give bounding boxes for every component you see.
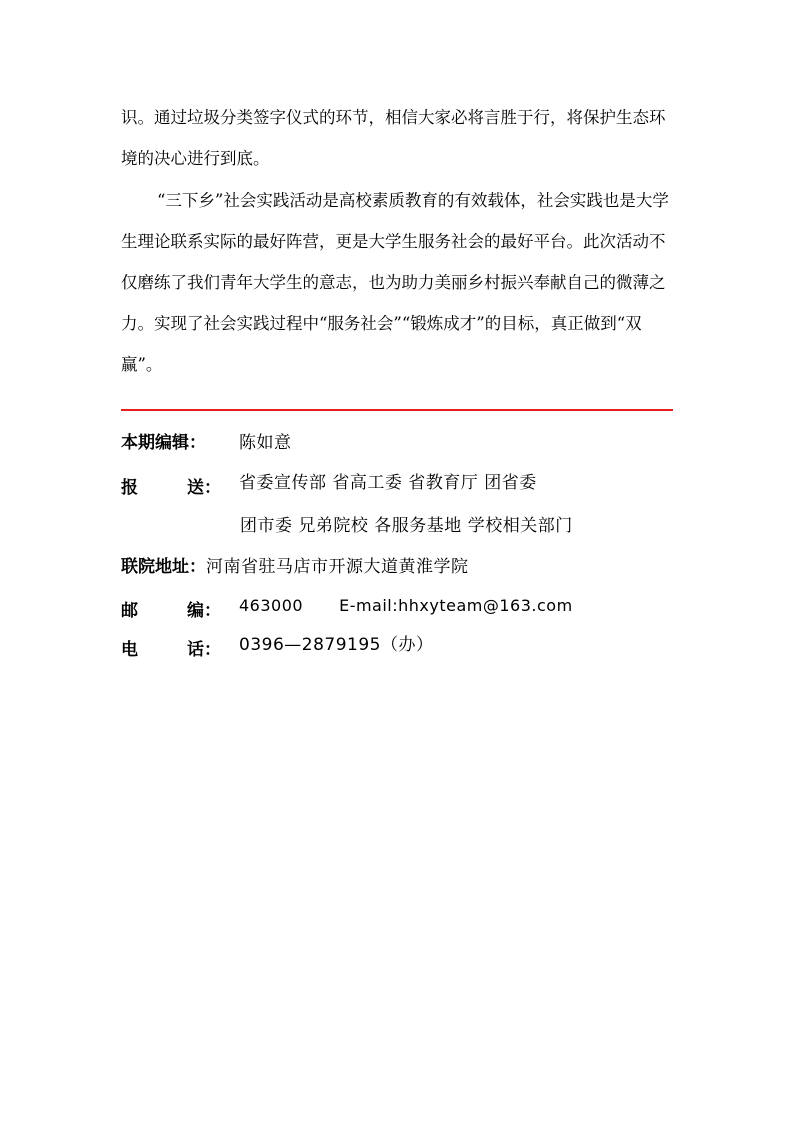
send-label-char: 送：	[187, 478, 221, 498]
body-paragraph-2-text: “三下乡”社会实践活动是高校素质教育的有效载体，社会实践也是大学生理论联系实际的最好阵营，更是大学生服务社会的最好平台。此次活动不仅磨练了我们青年大学生的意志，也为助力美丽乡村振兴奉献自己的微薄之力。实现了社会实践过程中“服务社会”“锻炼成才”的目标，真正做到“双赢”。	[121, 191, 669, 374]
send-to-line-2: 团市委 兄弟院校 各服务基地 学校相关部门	[240, 516, 573, 536]
telephone-label-char: 电	[121, 640, 138, 660]
red-divider-line	[121, 409, 673, 411]
body-paragraph-1: 识。通过垃圾分类签字仪式的环节，相信大家必将言胜于行，将保护生态环境的决心进行到底。	[121, 108, 666, 168]
address-value: 河南省驻马店市开源大道黄淮学院	[206, 557, 469, 577]
postcode-value: 463000	[239, 596, 304, 615]
editor-row	[121, 428, 681, 453]
send-to-row	[121, 468, 681, 498]
body-paragraph-2	[121, 180, 673, 385]
editor-label: 本期编辑：	[121, 433, 206, 453]
postcode-row	[121, 596, 681, 621]
send-to-line-1: 省委宣传部 省高工委 省教育厅 团省委	[239, 473, 537, 493]
telephone-value: 0396—2879195（办）	[239, 635, 434, 655]
address-row	[121, 552, 681, 577]
telephone-label-char: 话：	[187, 640, 221, 660]
postcode-label-char: 邮	[121, 601, 138, 621]
address-label: 联院地址：	[121, 557, 206, 577]
send-to-row-2	[240, 511, 793, 536]
postcode-label-char: 编：	[187, 601, 221, 621]
editor-value: 陈如意	[239, 433, 292, 453]
telephone-row	[121, 630, 681, 660]
send-label-char: 报	[121, 478, 138, 498]
email-value: E-mail:hhxyteam@163.com	[339, 596, 573, 615]
